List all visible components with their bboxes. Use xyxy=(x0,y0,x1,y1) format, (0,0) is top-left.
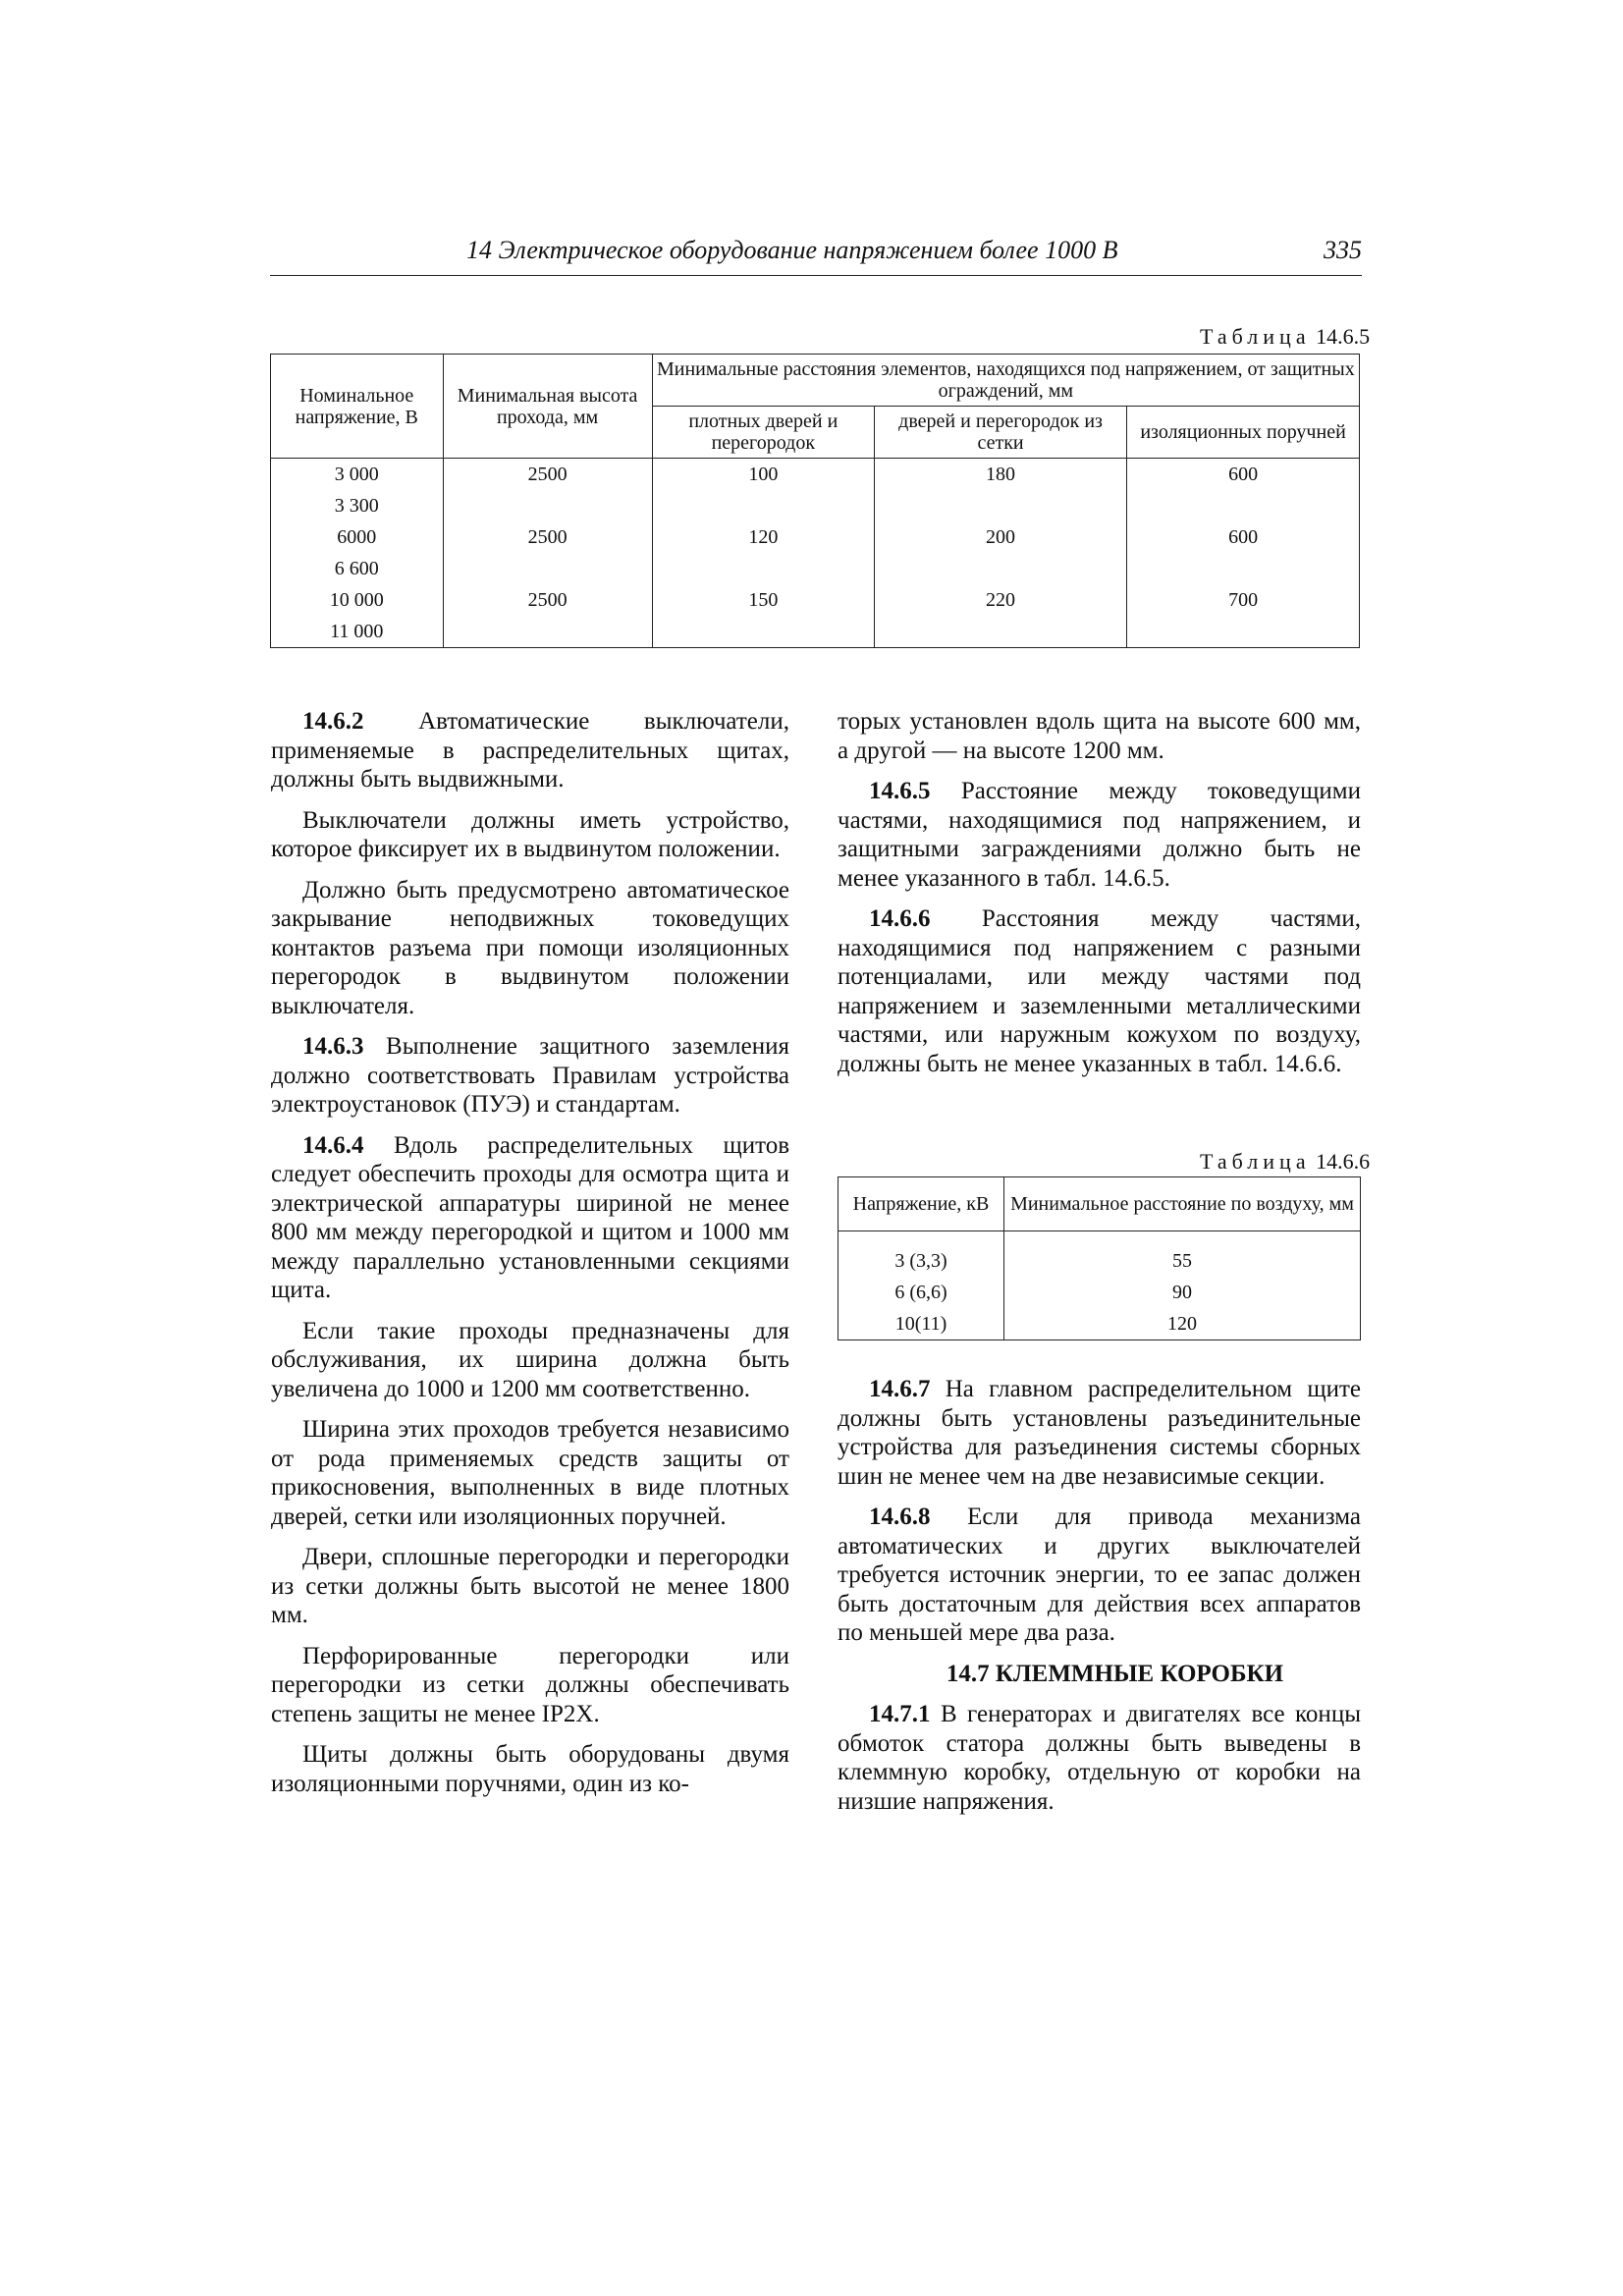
cell-rails: 600 xyxy=(1127,521,1360,553)
paragraph-text: Автоматические выключатели, применяемые в распределительных щитах, должны быть выдвижными. xyxy=(271,708,789,793)
paragraph xyxy=(838,1375,1361,1491)
clause-number: 14.6.4 xyxy=(302,1131,364,1159)
right-column-top xyxy=(838,707,1361,1090)
clause-number: 14.6.2 xyxy=(302,708,364,735)
air-distance-table xyxy=(838,1176,1361,1340)
table-caption-14-6-5 xyxy=(1200,324,1370,350)
cell-height: 2500 xyxy=(443,521,652,553)
cell-doors: 150 xyxy=(652,584,874,616)
cell-rails xyxy=(1127,553,1360,584)
paragraph-text: Выполнение защитного заземления должно соответствовать Правилам устройства электроустановок (ПУЭ) и стандартам. xyxy=(271,1033,789,1118)
col-height-header: Минимальная высота прохода, мм xyxy=(443,355,652,459)
page-number: 335 xyxy=(1324,236,1362,264)
col-voltage-header: Номинальное напряжение, В xyxy=(271,355,444,459)
cell-height xyxy=(443,616,652,648)
cell-height: 2500 xyxy=(443,459,652,491)
table-row xyxy=(839,1308,1361,1340)
paragraph-text: Расстояния между частями, находящимися под напряжением с разными потенциалами, или между частями под напряжением и заземленными металлическими частями, или наружным кожухом по воздуху, должны быть не менее указанных в табл. 14.6.6. xyxy=(838,905,1361,1077)
paragraph-continuation: торых установлен вдоль щита на высоте 600 мм, а другой — на высоте 1200 мм. xyxy=(838,708,1361,764)
table-row xyxy=(839,1231,1361,1278)
clause-number: 14.6.5 xyxy=(869,778,931,804)
table-caption-word: Таблица xyxy=(1200,1149,1311,1174)
cell-distance: 120 xyxy=(1004,1308,1361,1340)
cell-voltage: 6 600 xyxy=(271,553,444,584)
table-caption-14-6-6 xyxy=(1200,1149,1370,1175)
right-column-bottom xyxy=(838,1375,1361,1828)
cell-doors xyxy=(652,490,874,521)
clause-number: 14.6.7 xyxy=(869,1376,931,1402)
cell-voltage: 11 000 xyxy=(271,616,444,648)
section-title: 14.7 КЛЕММНЫЕ КОРОБКИ xyxy=(946,1660,1284,1687)
table-row xyxy=(271,616,1360,648)
page-header xyxy=(270,236,1362,276)
paragraph: Если такие проходы предназначены для обслуживания, их ширина должна быть увеличена до 1000 и 1200 мм соответственно. xyxy=(271,1317,789,1402)
cell-rails: 600 xyxy=(1127,459,1360,491)
cell-distance: 90 xyxy=(1004,1277,1361,1308)
cell-voltage: 6 (6,6) xyxy=(839,1277,1004,1308)
cell-height: 2500 xyxy=(443,584,652,616)
col-group-header: Минимальные расстояния элементов, находящихся под напряжением, от защитных ограждений, мм xyxy=(652,355,1359,407)
cell-height xyxy=(443,490,652,521)
cell-voltage: 6000 xyxy=(271,521,444,553)
clause-number: 14.6.6 xyxy=(869,905,931,932)
table-row xyxy=(271,521,1360,553)
paragraph xyxy=(271,1131,789,1305)
sub-header-mesh: дверей и перегородок из сетки xyxy=(874,407,1126,459)
paragraph xyxy=(838,904,1361,1078)
cell-voltage: 3 000 xyxy=(271,459,444,491)
col-distance-header: Минимальное расстояние по воздуху, мм xyxy=(1004,1177,1361,1231)
col-voltage-header: Напряжение, кВ xyxy=(839,1177,1004,1231)
cell-doors xyxy=(652,553,874,584)
cell-height xyxy=(443,553,652,584)
paragraph-text: Если для привода механизма автоматических и других выключателей требуется источник энергии, то ее запас должен быть достаточным для действия всех аппаратов по меньшей мере два раза. xyxy=(838,1503,1362,1646)
paragraph xyxy=(838,777,1361,893)
table-caption-number: 14.6.6 xyxy=(1316,1149,1371,1174)
paragraph: Перфорированные перегородки или перегородки из сетки должны обеспечивать степень защиты не менее IP2X. xyxy=(271,1642,789,1727)
cell-voltage: 3 300 xyxy=(271,490,444,521)
cell-mesh: 200 xyxy=(874,521,1126,553)
left-column xyxy=(271,707,789,1810)
paragraph-text: В генераторах и двигателях все концы обмоток статора должны быть выведены в клеммную коробку, отдельную от коробки на низшие напряжения. xyxy=(838,1701,1361,1815)
cell-distance: 55 xyxy=(1004,1231,1361,1278)
cell-voltage: 10(11) xyxy=(839,1308,1004,1340)
cell-rails xyxy=(1127,490,1360,521)
table-row xyxy=(839,1277,1361,1308)
paragraph xyxy=(271,1032,789,1120)
cell-mesh xyxy=(874,616,1126,648)
clause-number: 14.7.1 xyxy=(869,1701,931,1727)
table-row xyxy=(271,490,1360,521)
clause-number: 14.6.3 xyxy=(302,1033,364,1060)
paragraph-text: Вдоль распределительных щитов следует обеспечить проходы для осмотра щита и электрической аппаратуры шириной не менее 800 мм между перегородкой и щитом и 1000 мм между параллельно установленными секциями щита. xyxy=(271,1131,790,1303)
table-row xyxy=(271,584,1360,616)
clause-number: 14.6.8 xyxy=(869,1503,931,1530)
paragraph: Выключатели должны иметь устройство, которое фиксирует их в выдвинутом положении. xyxy=(271,806,789,862)
paragraph-text: Расстояние между токоведущими частями, находящимися под напряжением, и защитными заграждениями должно быть не менее указанного в табл. 14.6.5. xyxy=(838,778,1361,892)
cell-mesh: 180 xyxy=(874,459,1126,491)
paragraph-text: На главном распределительном щите должны быть установлены разъединительные устройства для разъединения системы сборных шин не менее чем на две независимые секции. xyxy=(838,1376,1362,1490)
paragraph xyxy=(838,1503,1361,1648)
cell-doors: 120 xyxy=(652,521,874,553)
sub-header-rails: изоляционных поручней xyxy=(1127,407,1360,459)
paragraph xyxy=(838,1700,1361,1816)
paragraph: Двери, сплошные перегородки и перегородки из сетки должны быть высотой не менее 1800 мм. xyxy=(271,1544,789,1628)
cell-voltage: 10 000 xyxy=(271,584,444,616)
cell-doors: 100 xyxy=(652,459,874,491)
cell-mesh xyxy=(874,490,1126,521)
paragraph xyxy=(271,707,789,794)
cell-rails: 700 xyxy=(1127,584,1360,616)
header-title: 14 Электрическое оборудование напряжением более 1000 В xyxy=(466,236,1118,264)
table-row xyxy=(271,459,1360,491)
sub-header-doors: плотных дверей и перегородок xyxy=(652,407,874,459)
table-row xyxy=(271,553,1360,584)
table-caption-word: Таблица xyxy=(1200,324,1311,349)
cell-mesh xyxy=(874,553,1126,584)
cell-doors xyxy=(652,616,874,648)
cell-rails xyxy=(1127,616,1360,648)
paragraph: Должно быть предусмотрено автоматическое закрывание неподвижных токоведущих контактов разъема при помощи изоляционных перегородок в выдвинутом положении выключателя. xyxy=(271,876,789,1019)
paragraph: Ширина этих проходов требуется независимо от рода применяемых средств защиты от прикосновения, выполненных в виде плотных дверей, сетки или изоляционных поручней. xyxy=(271,1416,789,1530)
cell-voltage: 3 (3,3) xyxy=(839,1231,1004,1278)
paragraph: Щиты должны быть оборудованы двумя изоляционными поручнями, один из ко- xyxy=(271,1741,789,1797)
table-caption-number: 14.6.5 xyxy=(1316,324,1371,349)
distance-table xyxy=(270,354,1360,648)
cell-mesh: 220 xyxy=(874,584,1126,616)
